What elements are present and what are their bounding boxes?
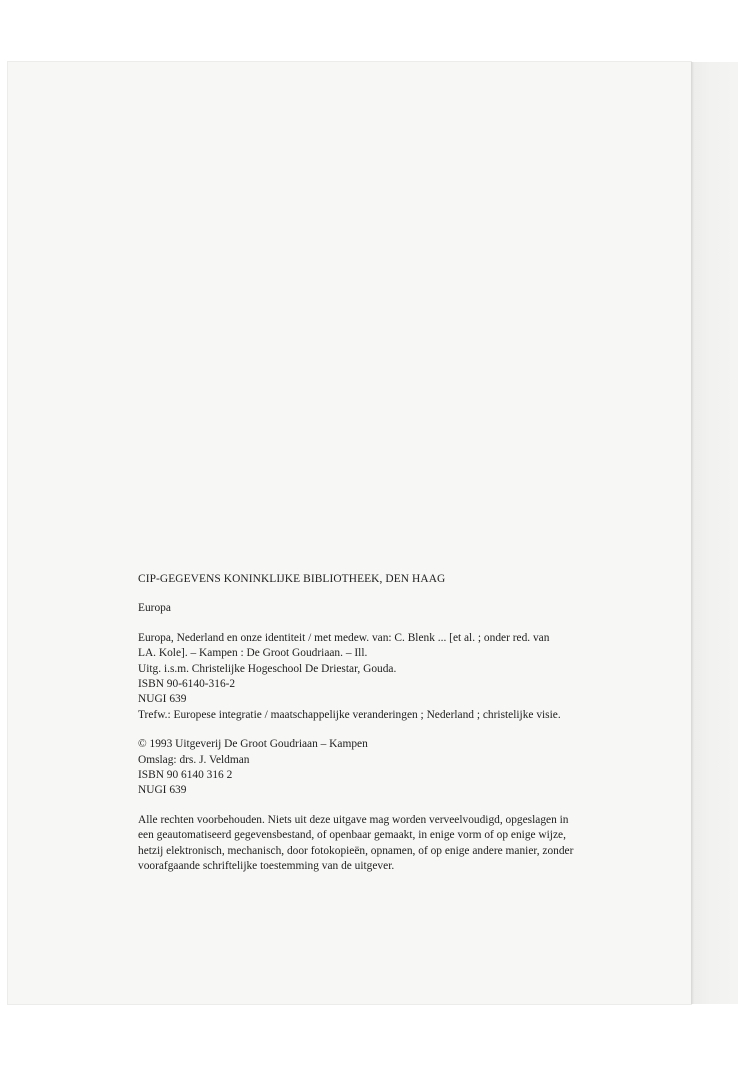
page-sheet (8, 62, 691, 1004)
cip-publisher-note: Uitg. i.s.m. Christelijke Hogeschool De Driestar, Gouda. (138, 662, 397, 675)
show-through-title (8, 134, 691, 185)
cip-isbn: ISBN 90-6140-316-2 (138, 678, 236, 691)
rights-line-4: voorafgaande schriftelijke toestemming van de uitgever. (138, 860, 395, 873)
cip-description-line1: Europa, Nederland en onze identiteit / met medew. van: C. Blenk ... [et al. ; onder red. van (138, 631, 550, 644)
cip-heading: CIP-GEGEVENS KONINKLIJKE BIBLIOTHEEK, DEN HAAG (138, 573, 446, 585)
cip-keywords: Trefw.: Europese integratie / maatschappelijke veranderingen ; Nederland ; christelijke visie. (138, 708, 561, 721)
show-through-text (8, 347, 691, 363)
imprint-cover: Omslag: drs. J. Veldman (138, 753, 250, 766)
rights-line-3: hetzij elektronisch, mechanisch, door fotokopieën, opnamen, of op enige andere manier, zonder (138, 844, 574, 857)
imprint-isbn: ISBN 90 6140 316 2 (138, 769, 233, 782)
cip-subject: Europa (138, 602, 171, 615)
rights-line-2: een geautomatiseerd gegevensbestand, of openbaar gemaakt, in enige vorm of op enige wijze, (138, 829, 566, 842)
page-edge (691, 62, 738, 1004)
cip-nugi: NUGI 639 (138, 693, 187, 706)
rights-line-1: Alle rechten voorbehouden. Niets uit deze uitgave mag worden verveelvoudigd, opgeslagen in (138, 813, 569, 826)
cip-description-line2: LA. Kole]. – Kampen : De Groot Goudriaan. – Ill. (138, 647, 368, 660)
imprint-nugi: NUGI 639 (138, 784, 187, 797)
colophon (138, 572, 608, 875)
imprint-copyright: © 1993 Uitgeverij De Groot Goudriaan – Kampen (138, 738, 368, 751)
